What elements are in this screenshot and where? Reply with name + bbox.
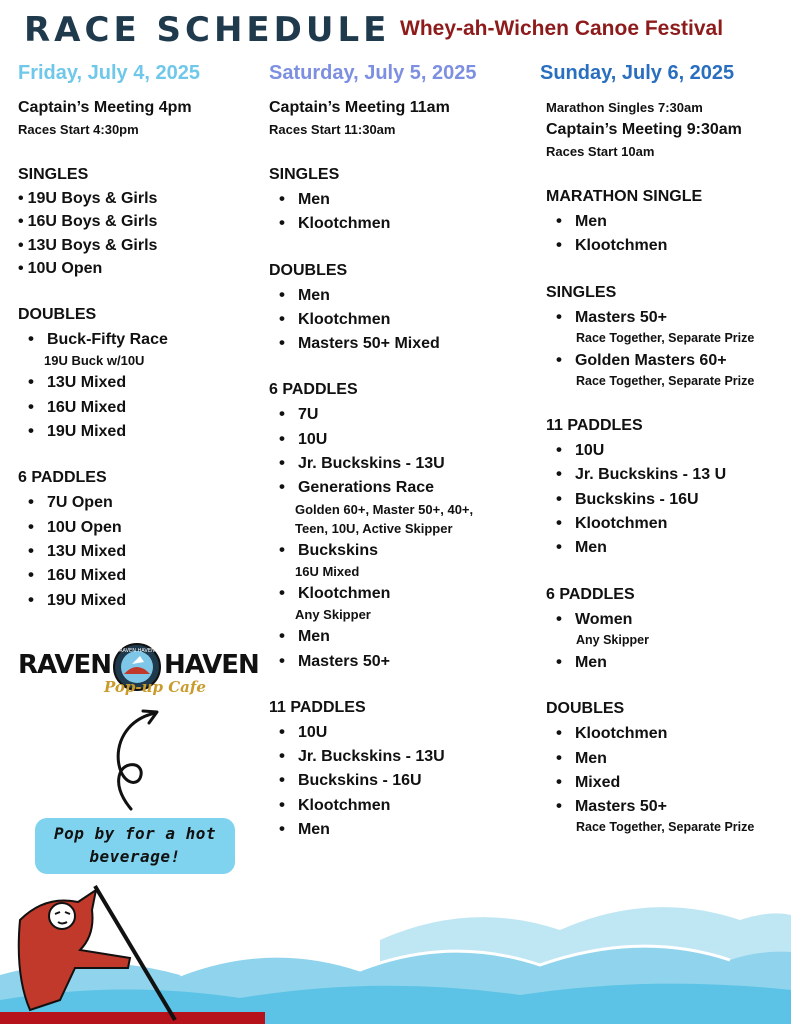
list-item: • Masters 50+ — [279, 649, 534, 673]
list-item: • 16U Mixed — [28, 563, 258, 587]
list-item: • Buckskins - 16U — [556, 487, 790, 511]
saturday-doubles-heading: DOUBLES — [269, 261, 348, 279]
sunday-marathon-heading: MARATHON SINGLE — [546, 188, 703, 205]
logo-word-left: RAVEN — [18, 650, 112, 680]
list-item: • Men — [279, 817, 534, 841]
logo-subtitle: Pop-up Cafe — [104, 678, 206, 696]
sunday-eleven-heading: 11 PADDLES — [546, 417, 643, 435]
list-item: • Men — [279, 624, 534, 648]
list-item: • Golden Masters 60+ — [556, 348, 790, 372]
list-item: • Men — [556, 746, 790, 770]
list-item: • Klootchmen — [279, 211, 534, 235]
note: 19U Buck w/10U — [44, 353, 145, 369]
list-item: • 16U Boys & Girls — [18, 210, 258, 233]
saturday-eleven-heading: 11 PADDLES — [269, 698, 366, 716]
note: 16U Mixed — [295, 563, 360, 579]
friday-column — [18, 58, 258, 612]
friday-singles-heading: SINGLES — [18, 166, 89, 183]
list-item: • Buckskins - 16U — [279, 768, 534, 792]
note: Race Together, Separate Prize — [576, 820, 755, 835]
list-item: • Klootchmen — [556, 511, 790, 535]
list-item: • Jr. Buckskins - 13 U — [556, 462, 790, 486]
friday-singles-list — [18, 187, 258, 280]
sunday-meeting: Captain’s Meeting 9:30am — [546, 121, 742, 138]
friday-races-start: Races Start 4:30pm — [18, 122, 139, 137]
list-item: • 7U — [279, 402, 534, 426]
sunday-doubles-heading: DOUBLES — [546, 700, 625, 718]
sunday-six-heading: 6 PADDLES — [546, 585, 635, 603]
list-item: • Generations Race — [279, 475, 534, 499]
friday-doubles-heading: DOUBLES — [18, 306, 97, 324]
friday-date: Friday, July 4, 2025 — [18, 62, 200, 84]
list-item: • Men — [556, 209, 790, 233]
list-item: • Klootchmen — [556, 233, 790, 257]
friday-six-list — [18, 490, 258, 611]
list-item: • Men — [279, 187, 534, 211]
list-item: • 7U Open — [28, 490, 258, 514]
note: Any Skipper — [295, 607, 371, 623]
list-item: • 19U Boys & Girls — [18, 187, 258, 210]
list-item: • Buck-Fifty Race — [28, 327, 258, 351]
list-item: • 13U Mixed — [28, 539, 258, 563]
note: Race Together, Separate Prize — [576, 330, 755, 345]
list-item: • 10U Open — [18, 257, 258, 280]
page-title: RACE SCHEDULE — [24, 10, 391, 50]
list-item: • Men — [556, 535, 790, 559]
sunday-marathon-time: Marathon Singles 7:30am — [546, 100, 703, 115]
friday-doubles-list — [18, 327, 258, 351]
list-item: • 10U Open — [28, 515, 258, 539]
curly-arrow-icon — [105, 705, 165, 815]
list-item: • Jr. Buckskins - 13U — [279, 744, 534, 768]
note: Golden 60+, Master 50+, 40+, — [295, 501, 474, 517]
list-item: • Men — [556, 650, 790, 674]
note: Race Together, Separate Prize — [576, 374, 755, 389]
list-item: • Masters 50+ — [556, 305, 790, 329]
list-item: • Klootchmen — [279, 307, 534, 331]
list-item: • Masters 50+ Mixed — [279, 331, 534, 355]
list-item: • Women — [556, 607, 790, 631]
festival-name: Whey-ah-Wichen Canoe Festival — [400, 17, 724, 40]
list-item: • 19U Mixed — [28, 419, 258, 443]
list-item: • 10U — [279, 427, 534, 451]
friday-meeting: Captain’s Meeting 4pm — [18, 99, 192, 116]
list-item: • 19U Mixed — [28, 588, 258, 612]
list-item: • Buckskins — [279, 538, 534, 562]
saturday-meeting: Captain’s Meeting 11am — [269, 99, 450, 116]
list-item: • Klootchmen — [556, 721, 790, 745]
sunday-date: Sunday, July 6, 2025 — [540, 62, 735, 84]
list-item: • 13U Mixed — [28, 370, 258, 394]
list-item: • 13U Boys & Girls — [18, 234, 258, 257]
note: Teen, 10U, Active Skipper — [295, 520, 453, 536]
paddler-face — [49, 903, 75, 929]
saturday-singles-heading: SINGLES — [269, 166, 340, 183]
list-item: • Masters 50+ — [556, 794, 790, 818]
saturday-date: Saturday, July 5, 2025 — [269, 62, 477, 84]
canoe-hull — [0, 1012, 265, 1024]
promo-bubble — [35, 818, 235, 874]
list-item: • 10U — [279, 720, 534, 744]
note: Any Skipper — [576, 632, 649, 647]
list-item: • Jr. Buckskins - 13U — [279, 451, 534, 475]
sunday-column — [540, 58, 790, 837]
svg-text:RAVEN HAVEN: RAVEN HAVEN — [119, 648, 155, 654]
saturday-six-heading: 6 PADDLES — [269, 381, 358, 399]
list-item: • Klootchmen — [279, 793, 534, 817]
list-item: • 16U Mixed — [28, 395, 258, 419]
sunday-singles-heading: SINGLES — [546, 283, 617, 301]
bubble-line-1: Pop by for a hot — [53, 824, 217, 843]
bubble-line-2: beverage! — [89, 847, 181, 866]
list-item: • Mixed — [556, 770, 790, 794]
raven-haven-logo — [18, 642, 258, 704]
saturday-column — [269, 58, 534, 841]
list-item: • 10U — [556, 438, 790, 462]
saturday-races-start: Races Start 11:30am — [269, 122, 396, 137]
sunday-races-start: Races Start 10am — [546, 144, 655, 159]
list-item: • Klootchmen — [279, 581, 534, 605]
logo-word-right: HAVEN — [164, 650, 259, 680]
list-item: • Men — [279, 283, 534, 307]
wave-illustration — [0, 880, 791, 1024]
friday-six-heading: 6 PADDLES — [18, 469, 107, 487]
